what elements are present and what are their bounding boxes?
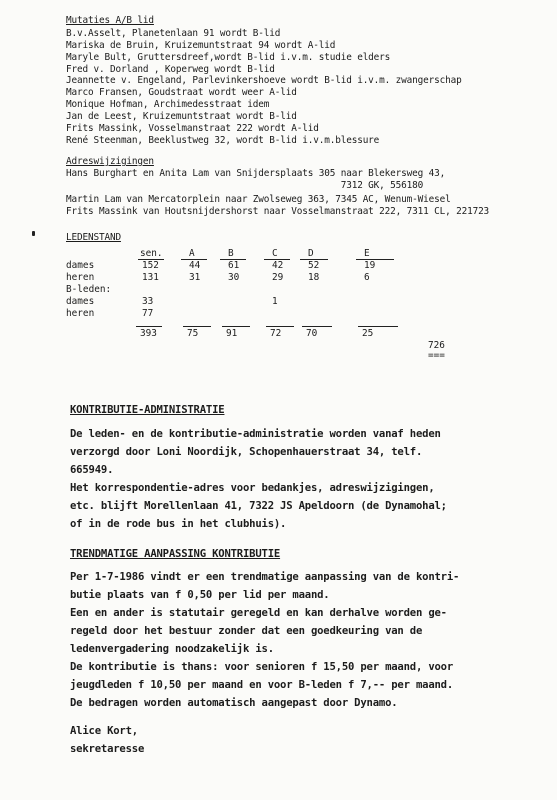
mutaties-line: Maryle Bult, Gruttersdreef,wordt B-lid i.v.m. studie elders [66,51,391,63]
mutaties-line: René Steenman, Beeklustweg 32, wordt B-lid i.v.m.blessure [66,134,380,146]
mutaties-line: Monique Hofman, Archimedesstraat idem [66,99,270,111]
trend-line: ledenvergadering noodzakelijk is. [70,643,274,656]
ledenstand-heading: LEDENSTAND [66,232,121,243]
mutaties-line: B.v.Asselt, Planetenlaan 91 wordt B-lid [66,28,281,39]
column-header: D [308,248,314,259]
table-cell: 33 [142,296,154,307]
row-label: B-leden: [66,284,112,295]
total-rule [266,326,294,327]
trend-line: De kontributie is thans: voor senioren f 15,50 per maand, voor [70,661,454,674]
admin-line: De leden- en de kontributie-administratie worden vanaf heden [70,428,441,440]
column-total: 91 [226,328,238,339]
mutaties-line: Frits Massink, Vosselmanstraat 222 wordt A-lid [66,122,319,134]
trend-line: De bedragen worden automatisch aangepast door Dynamo. [70,697,398,710]
kontributie-admin-heading: KONTRIBUTIE-ADMINISTRATIE [70,404,225,416]
total-rule [136,326,162,327]
margin-dot [32,231,35,236]
table-cell: 29 [272,272,284,283]
column-header: A [189,248,195,259]
table-cell: 31 [189,272,201,283]
trend-line: Per 1-7-1986 vindt er een trendmatige aanpassing van de kontri- [70,571,460,583]
column-total: 70 [306,328,318,339]
grand-total: 726 [428,340,445,351]
column-header: B [228,248,234,259]
signature-name: Alice Kort, [70,725,138,737]
mutaties-line: Jeannette v. Engeland, Parlevinkershoeve wordt B-lid i.v.m. zwangerschap [66,75,462,87]
column-total: 72 [270,328,282,339]
table-cell: 1 [272,296,278,307]
table-cell: 18 [308,272,320,283]
trend-line: jeugdleden f 10,50 per maand en voor B-leden f 7,-- per maand. [70,679,454,692]
mutaties-heading: Mutaties A/B lid [66,15,154,26]
total-rule [222,326,250,327]
table-cell: 6 [364,272,370,283]
table-cell: 44 [189,260,201,271]
table-cell: 19 [364,260,376,271]
row-label: heren [66,308,95,319]
table-cell: 52 [308,260,320,271]
admin-line: Het korrespondentie-adres voor bedankjes, adreswijzigingen, [70,482,435,494]
adreswijzigingen-heading: Adreswijzigingen [66,156,154,167]
table-cell: 30 [228,272,240,283]
column-header: E [364,248,370,259]
row-label: heren [66,272,95,283]
column-header: C [272,248,278,259]
column-total: 25 [362,328,374,339]
trend-heading: TRENDMATIGE AANPASSING KONTRIBUTIE [70,548,281,560]
admin-line: of in de rode bus in het clubhuis). [70,518,287,530]
signature-role: sekretaresse [70,743,145,755]
table-cell: 77 [142,308,154,319]
grand-total-underline: === [428,350,445,361]
table-cell: 42 [272,260,284,271]
trend-line: butie plaats van f 0,50 per lid per maand. [70,589,330,602]
table-cell: 152 [142,260,159,271]
trend-line: regeld door het bestuur zonder dat een goedkeuring van de [70,625,423,638]
row-label: dames [66,260,95,271]
row-label: dames [66,296,95,307]
total-rule [183,326,211,327]
table-cell: 131 [142,272,159,283]
admin-line: 665949. [70,464,114,476]
total-rule [358,326,398,327]
mutaties-line: Jan de Leest, Kruizemuntstraat wordt B-lid [66,110,297,122]
total-rule [302,326,332,327]
adres-line: 7312 GK, 556180 [66,179,424,191]
trend-line: Een en ander is statutair geregeld en kan derhalve worden ge- [70,607,447,620]
column-total: 75 [187,328,199,339]
adres-line: Martin Lam van Mercatorplein naar Zwolseweg 363, 7345 AC, Wenum-Wiesel [66,194,451,205]
table-cell: 61 [228,260,240,271]
mutaties-line: Marco Fransen, Goudstraat wordt weer A-lid [66,87,297,99]
admin-line: etc. blijft Morellenlaan 41, 7322 JS Apeldoorn (de Dynamohal; [70,500,447,512]
adres-line: Hans Burghart en Anita Lam van Snijdersplaats 305 naar Blekersweg 43, [66,168,446,179]
admin-line: verzorgd door Loni Noordijk, Schopenhauerstraat 34, telf. [70,446,423,458]
adres-line: Frits Massink van Houtsnijdershorst naar Vosselmanstraat 222, 7311 CL, 221723 [66,205,490,217]
column-header: sen. [140,248,163,259]
mutaties-line: Mariska de Bruin, Kruizemuntstraat 94 wordt A-lid [66,39,336,51]
column-total: 393 [140,328,157,339]
mutaties-line: Fred v. Dorland , Koperweg wordt B-lid [66,63,275,75]
